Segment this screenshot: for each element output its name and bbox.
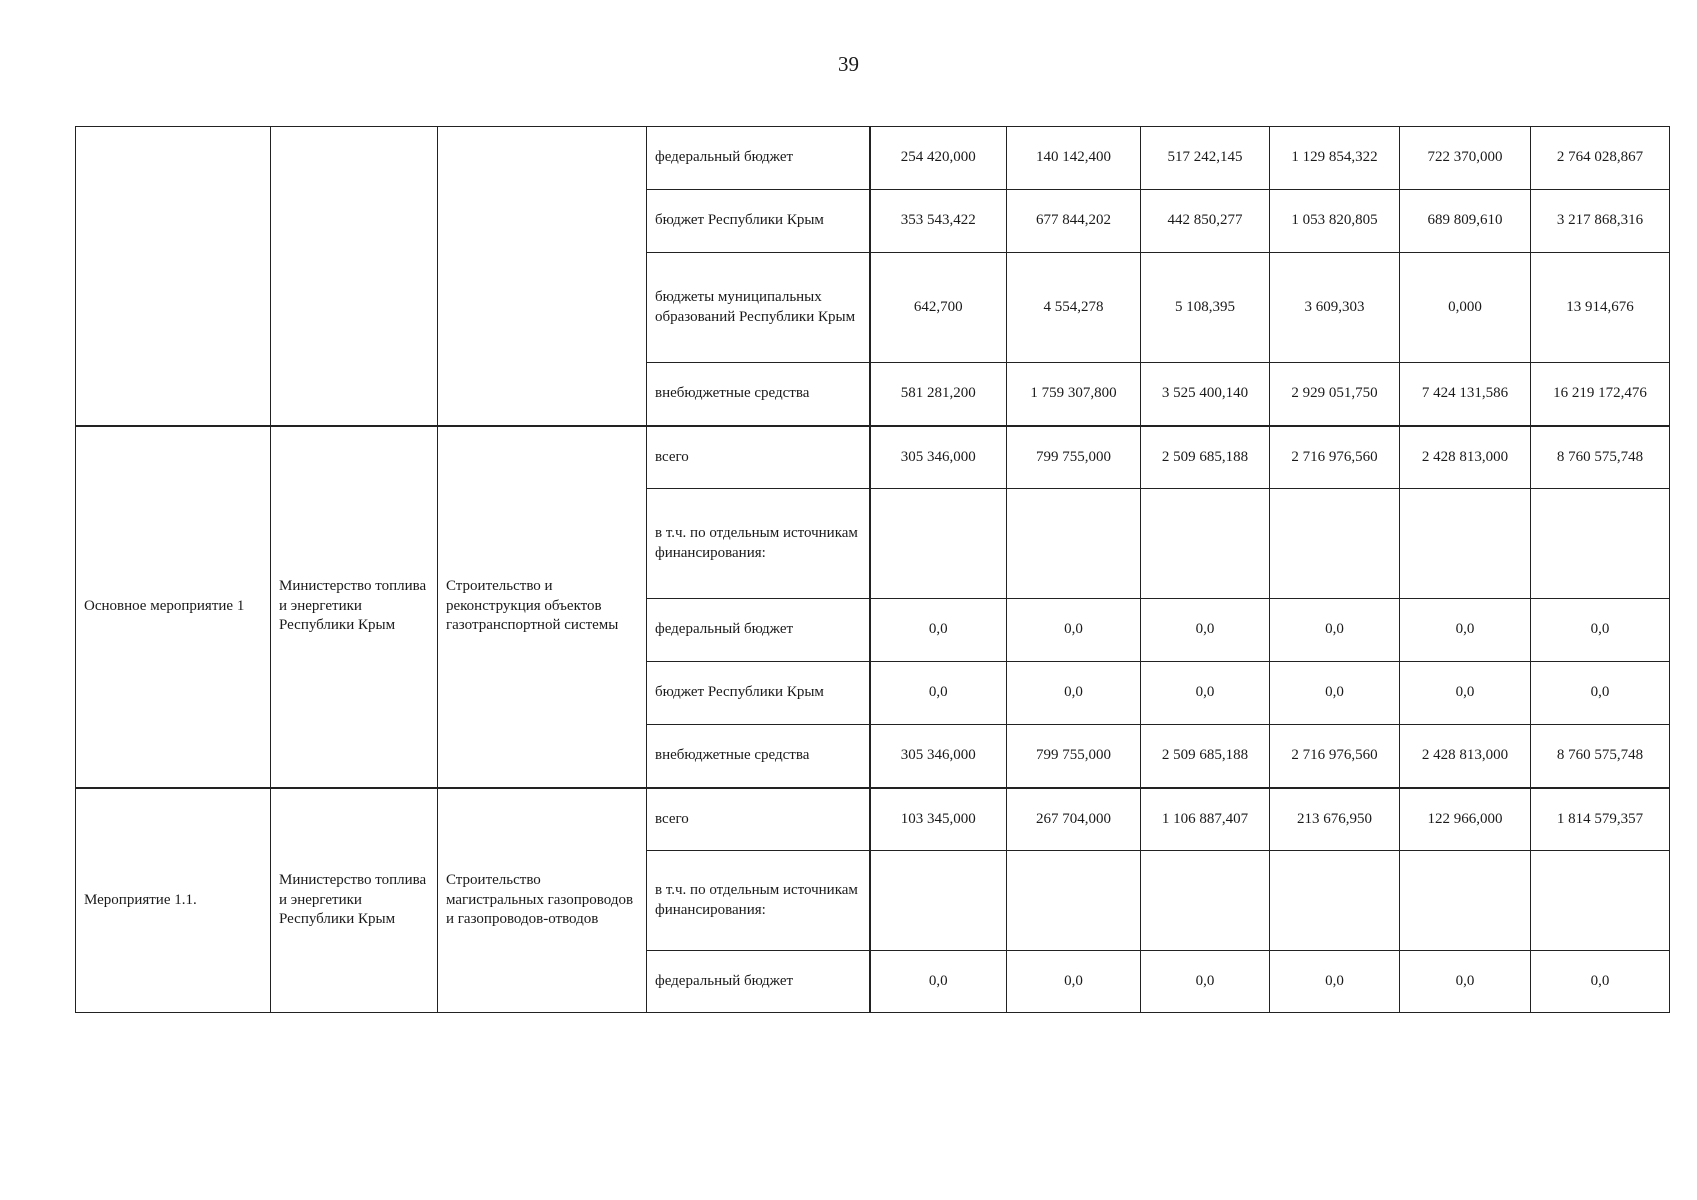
value-cell: 677 844,202 (1007, 190, 1141, 253)
value-cell: 799 755,000 (1007, 725, 1141, 788)
value-cell: 305 346,000 (870, 426, 1007, 489)
value-cell (1400, 489, 1531, 599)
value-cell (1141, 489, 1270, 599)
value-cell: 689 809,610 (1400, 190, 1531, 253)
value-cell: 517 242,145 (1141, 127, 1270, 190)
table-row (76, 127, 1670, 190)
value-cell: 2 764 028,867 (1531, 127, 1670, 190)
description-cell (438, 127, 647, 426)
value-cell (1007, 851, 1141, 951)
table-row (76, 788, 1670, 851)
value-cell: 442 850,277 (1141, 190, 1270, 253)
value-cell: 0,0 (1141, 599, 1270, 662)
value-cell: 1 129 854,322 (1270, 127, 1400, 190)
value-cell: 7 424 131,586 (1400, 363, 1531, 426)
value-cell (870, 851, 1007, 951)
value-cell: 581 281,200 (870, 363, 1007, 426)
description-cell: Строительство и реконструкция объектов газотранспортной системы (438, 426, 647, 788)
value-cell (1531, 489, 1670, 599)
value-cell: 3 609,303 (1270, 253, 1400, 363)
value-cell: 2 428 813,000 (1400, 426, 1531, 489)
value-cell: 305 346,000 (870, 725, 1007, 788)
funding-source-cell: федеральный бюджет (647, 599, 870, 662)
value-cell (1531, 851, 1670, 951)
value-cell: 2 716 976,560 (1270, 725, 1400, 788)
value-cell: 0,0 (1531, 662, 1670, 725)
value-cell: 0,0 (1270, 662, 1400, 725)
value-cell: 0,0 (1007, 599, 1141, 662)
funding-source-cell: всего (647, 426, 870, 489)
executor-cell (271, 127, 438, 426)
value-cell: 0,0 (1007, 662, 1141, 725)
activity-cell (76, 127, 271, 426)
funding-source-cell: всего (647, 788, 870, 851)
value-cell: 0,0 (1141, 662, 1270, 725)
value-cell: 2 929 051,750 (1270, 363, 1400, 426)
value-cell: 1 106 887,407 (1141, 788, 1270, 851)
value-cell: 0,0 (1141, 951, 1270, 1013)
value-cell: 2 509 685,188 (1141, 426, 1270, 489)
page-number: 39 (838, 52, 859, 76)
value-cell (1270, 851, 1400, 951)
value-cell: 254 420,000 (870, 127, 1007, 190)
value-cell: 3 217 868,316 (1531, 190, 1670, 253)
funding-source-cell: в т.ч. по отдельным источникам финансирования: (647, 851, 870, 951)
activity-cell: Мероприятие 1.1. (76, 788, 271, 1013)
value-cell: 103 345,000 (870, 788, 1007, 851)
funding-source-cell: внебюджетные средства (647, 363, 870, 426)
funding-source-cell: в т.ч. по отдельным источникам финансирования: (647, 489, 870, 599)
funding-source-cell: бюджет Республики Крым (647, 190, 870, 253)
value-cell: 0,0 (1400, 599, 1531, 662)
executor-cell: Министерство топлива и энергетики Республики Крым (271, 426, 438, 788)
value-cell (1007, 489, 1141, 599)
value-cell: 0,0 (870, 662, 1007, 725)
value-cell: 4 554,278 (1007, 253, 1141, 363)
value-cell: 0,0 (1400, 951, 1531, 1013)
value-cell: 140 142,400 (1007, 127, 1141, 190)
funding-source-cell: внебюджетные средства (647, 725, 870, 788)
value-cell: 0,0 (1270, 951, 1400, 1013)
value-cell: 0,0 (870, 599, 1007, 662)
executor-cell: Министерство топлива и энергетики Республики Крым (271, 788, 438, 1013)
value-cell: 0,0 (870, 951, 1007, 1013)
funding-source-cell: бюджет Республики Крым (647, 662, 870, 725)
value-cell: 353 543,422 (870, 190, 1007, 253)
value-cell: 267 704,000 (1007, 788, 1141, 851)
value-cell: 122 966,000 (1400, 788, 1531, 851)
value-cell: 0,000 (1400, 253, 1531, 363)
value-cell: 0,0 (1400, 662, 1531, 725)
value-cell: 8 760 575,748 (1531, 725, 1670, 788)
value-cell: 2 716 976,560 (1270, 426, 1400, 489)
funding-source-cell: федеральный бюджет (647, 951, 870, 1013)
value-cell: 1 759 307,800 (1007, 363, 1141, 426)
value-cell: 799 755,000 (1007, 426, 1141, 489)
value-cell: 2 509 685,188 (1141, 725, 1270, 788)
funding-source-cell: федеральный бюджет (647, 127, 870, 190)
value-cell: 2 428 813,000 (1400, 725, 1531, 788)
value-cell: 0,0 (1270, 599, 1400, 662)
value-cell: 642,700 (870, 253, 1007, 363)
value-cell: 8 760 575,748 (1531, 426, 1670, 489)
value-cell: 0,0 (1531, 599, 1670, 662)
budget-table (75, 126, 1670, 1013)
value-cell: 16 219 172,476 (1531, 363, 1670, 426)
activity-cell: Основное мероприятие 1 (76, 426, 271, 788)
value-cell: 5 108,395 (1141, 253, 1270, 363)
value-cell (1400, 851, 1531, 951)
value-cell: 1 814 579,357 (1531, 788, 1670, 851)
value-cell (870, 489, 1007, 599)
value-cell: 1 053 820,805 (1270, 190, 1400, 253)
value-cell (1270, 489, 1400, 599)
value-cell: 213 676,950 (1270, 788, 1400, 851)
value-cell: 3 525 400,140 (1141, 363, 1270, 426)
value-cell (1141, 851, 1270, 951)
value-cell: 13 914,676 (1531, 253, 1670, 363)
value-cell: 722 370,000 (1400, 127, 1531, 190)
funding-source-cell: бюджеты муниципальных образований Республики Крым (647, 253, 870, 363)
value-cell: 0,0 (1531, 951, 1670, 1013)
description-cell: Строительство магистральных газопроводов и газопроводов-отводов (438, 788, 647, 1013)
value-cell: 0,0 (1007, 951, 1141, 1013)
table-row (76, 426, 1670, 489)
